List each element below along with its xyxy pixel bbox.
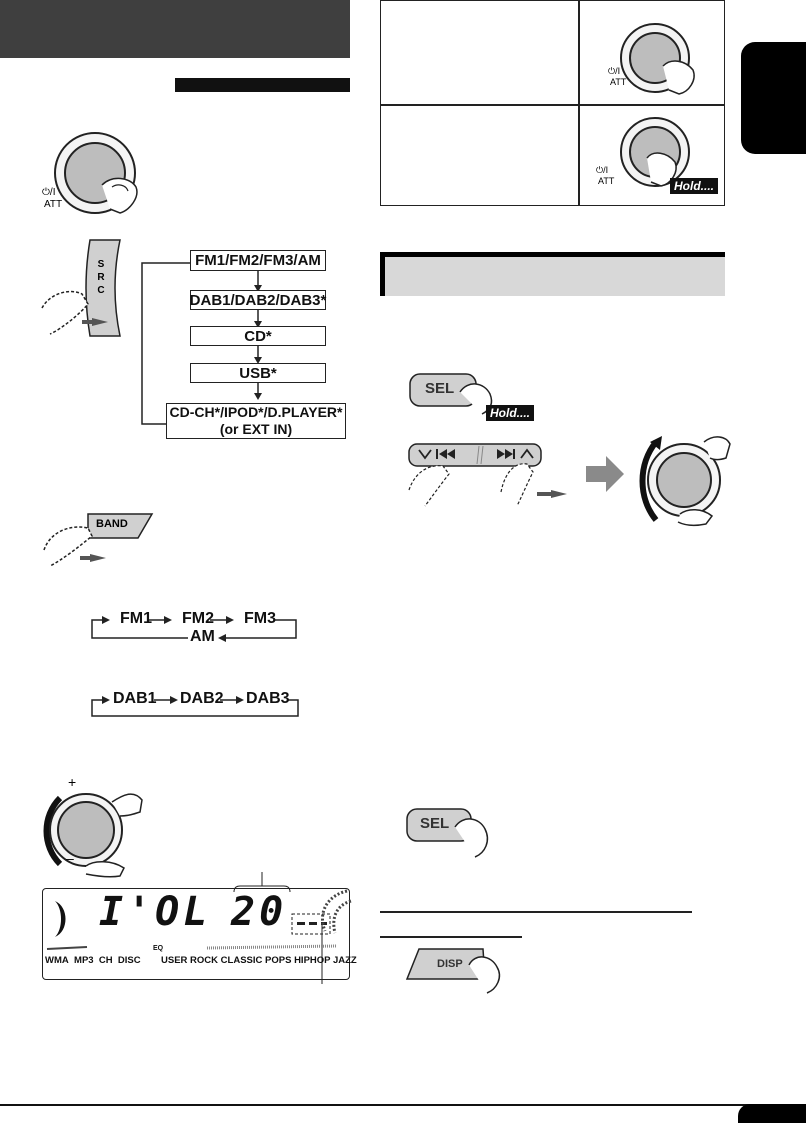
band-dab1: DAB1: [113, 690, 157, 707]
sel-button-label-2: SEL: [420, 815, 450, 832]
language-side-tab: [741, 42, 806, 154]
band-button-label: BAND: [96, 518, 128, 530]
flow-item-dab: DAB1/DAB2/DAB3*: [189, 291, 327, 309]
skip-buttons-illustration: [405, 440, 575, 510]
table-row-divider: [381, 104, 724, 106]
band-dab2: DAB2: [180, 690, 224, 707]
disp-button-illustration: [405, 945, 515, 995]
next-step-arrow-icon: [586, 454, 626, 494]
volume-minus-label: –: [66, 850, 74, 866]
lcd-level-meter: [47, 943, 343, 951]
subheading-bar: [175, 78, 350, 92]
flow-item-cd: CD*: [190, 326, 326, 346]
text-underline-2: [380, 936, 522, 938]
lcd-indicator-row: [45, 955, 141, 966]
section-heading-bar: [380, 252, 725, 296]
band-dab3: DAB3: [246, 690, 290, 707]
volume-knob-illustration: [42, 782, 152, 877]
footer-rule: [0, 1104, 806, 1106]
eq-classic: CLASSIC: [220, 955, 263, 966]
control-dial-illustration: [640, 432, 740, 532]
indicator-ch: CH: [98, 955, 113, 966]
table-power-label-2: ⏻/I: [596, 165, 609, 175]
table-power-label-1: ⏻/I: [608, 66, 621, 76]
eq-jazz: JAZZ: [332, 955, 357, 966]
flow-item-fm-am: FM1/FM2/FM3/AM: [190, 250, 326, 271]
section-header-block: [0, 0, 350, 58]
moon-icon: [49, 899, 71, 939]
sel-button-illustration: [405, 805, 505, 860]
disc-icon: [307, 887, 351, 939]
flow-item-usb: USB*: [190, 363, 326, 383]
table-column-divider: [578, 1, 580, 205]
lcd-display: [42, 888, 357, 980]
lcd-volume-value: 20: [231, 889, 288, 935]
hold-badge-sel: Hold....: [486, 405, 534, 421]
table-att-label-1: ATT: [610, 77, 627, 87]
table-att-label-2: ATT: [598, 176, 615, 186]
eq-user: USER: [161, 955, 188, 966]
indicator-wma: WMA: [45, 955, 69, 966]
lcd-eq-row: [161, 955, 357, 966]
text-underline-1: [380, 911, 692, 913]
hold-badge-table: Hold....: [670, 178, 718, 194]
indicator-mp3: MP3: [74, 955, 94, 966]
att-label: ATT: [44, 199, 63, 210]
sel-button-label: SEL: [425, 380, 455, 397]
indicator-disc: DISC: [117, 955, 141, 966]
eq-hiphop: HIPHOP: [294, 955, 331, 966]
eq-rock: ROCK: [190, 955, 219, 966]
page-number-tab: [738, 1104, 806, 1123]
volume-plus-label: +: [68, 774, 77, 790]
band-am: AM: [190, 628, 215, 645]
lcd-main-text: I'OL: [99, 889, 212, 935]
lcd-eq-label: EQ: [153, 945, 164, 952]
disp-button-label: DISP: [437, 958, 463, 970]
eq-pops: POPS: [265, 955, 292, 966]
flow-item-changer: CD-CH*/IPOD*/D.PLAYER* (or EXT IN): [166, 403, 346, 439]
src-button-illustration: [40, 238, 130, 348]
band-fm1: FM1: [120, 610, 152, 627]
band-fm3: FM3: [244, 610, 276, 627]
band-fm2: FM2: [182, 610, 214, 627]
src-button-label: S R C: [97, 259, 105, 296]
power-label: ⏻/I: [42, 187, 56, 198]
